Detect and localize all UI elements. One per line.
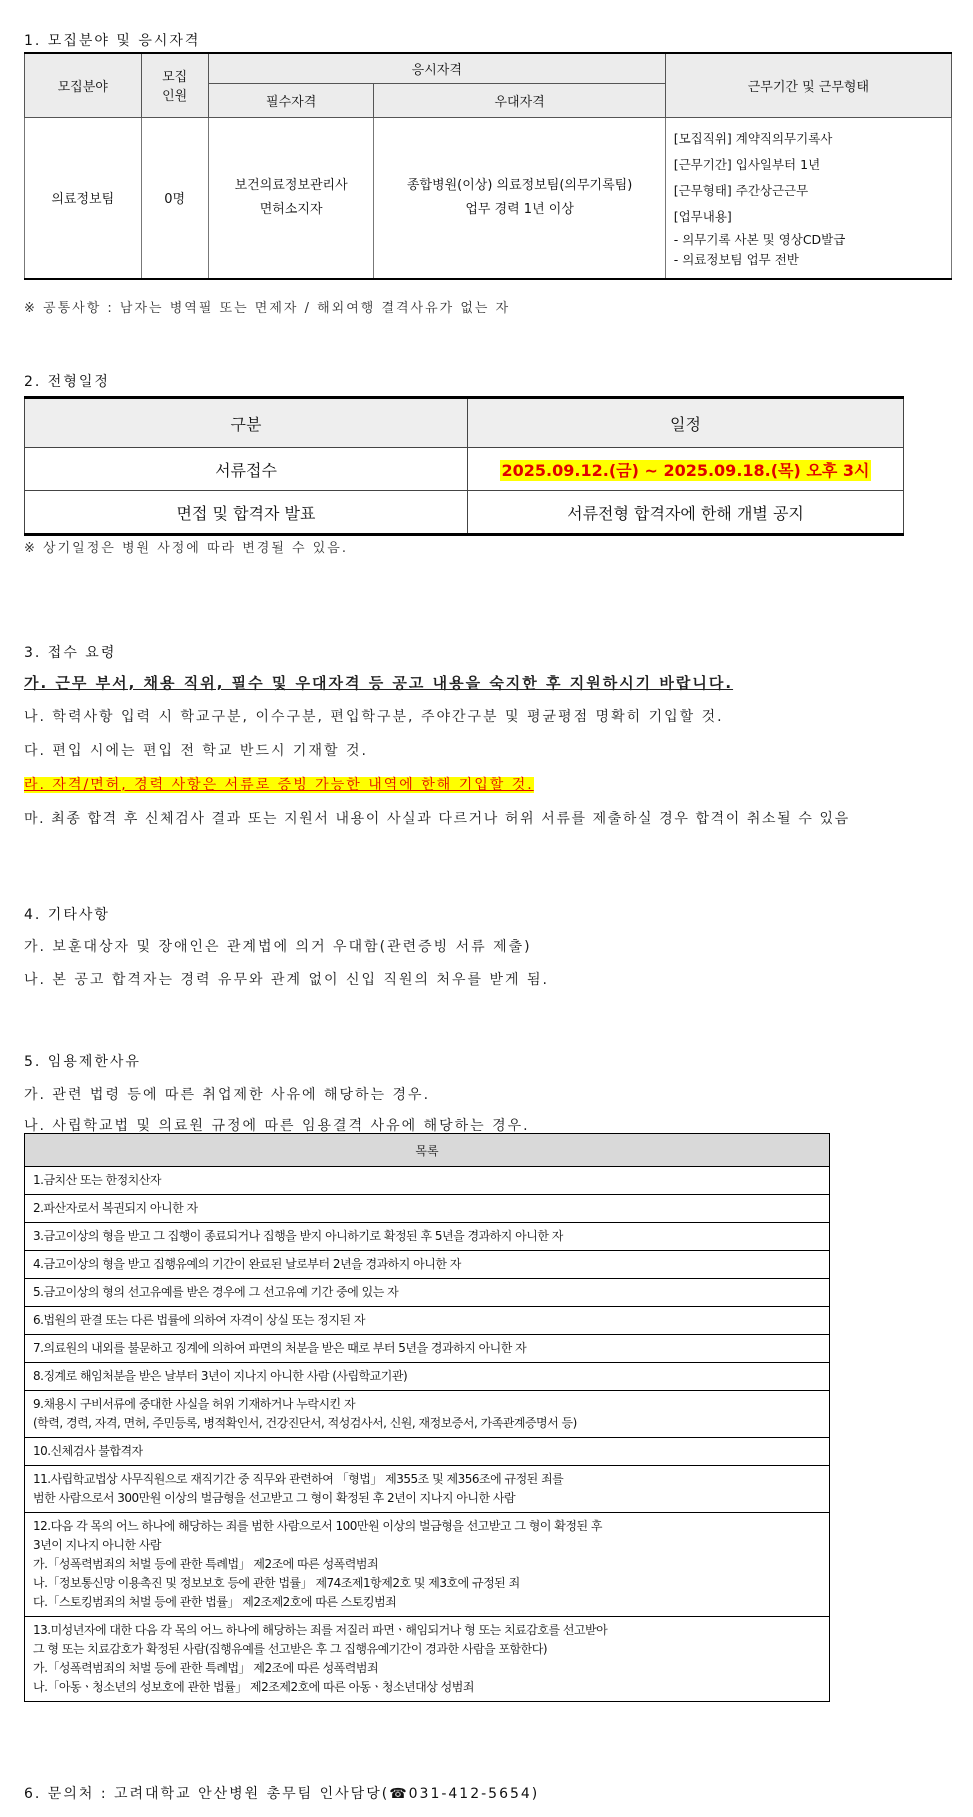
section5-title: 5. 임용제한사유 [24, 1054, 141, 1070]
restriction-item: 가. 관련 법령 등에 따른 취업제한 사유에 해당하는 경우. [24, 1087, 431, 1103]
list-row: 6.법원의 판결 또는 다른 법률에 의하여 자격이 상실 또는 정지된 자 [25, 1307, 830, 1335]
required-line: 면허소지자 [259, 201, 323, 217]
list-row-line: 다.「스토킹범죄의 처벌 등에 관한 법률」 제2조제2호에 따른 스토킹범죄 [33, 1595, 397, 1609]
period-line: [근무기간] 입사일부터 1년 [673, 156, 821, 172]
list-row: 10.신체검사 불합격자 [25, 1438, 830, 1466]
schedule-value: 서류전형 합격자에 한해 개별 공지 [468, 491, 904, 535]
list-row-line: 나.「정보통신망 이용촉진 및 정보보호 등에 관한 법률」 제74조제1항제2호 및 제3호에 규정된 죄 [33, 1576, 520, 1590]
cell-count: 0명 [141, 117, 208, 279]
instruction-item: 가. 근무 부서, 채용 직위, 필수 및 우대자격 등 공고 내용을 숙지한 후 지원하시기 바랍니다. [24, 674, 734, 692]
cell-required [208, 117, 374, 279]
list-row-line: 12.다음 각 목의 어느 하나에 해당하는 죄를 범한 사람으로서 100만원 이상의 벌금형을 선고받고 그 형이 확정된 후 [33, 1519, 602, 1533]
list-row [25, 1466, 830, 1513]
period-line: [업무내용] [673, 208, 732, 224]
required-line: 보건의료정보관리사 [234, 177, 348, 193]
list-row: 2.파산자로서 복권되지 아니한 자 [25, 1195, 830, 1223]
section4-title: 4. 기타사항 [24, 907, 110, 923]
list-row [25, 1391, 830, 1438]
list-row: 3.금고이상의 형을 받고 그 집행이 종료되거나 집행을 받지 아니하기로 확정된 후 5년을 경과하지 아니한 자 [25, 1223, 830, 1251]
restriction-item: 나. 사립학교법 및 의료원 규정에 따른 임용결격 사유에 해당하는 경우. [24, 1118, 530, 1134]
period-line: - 의료정보팀 업무 전반 [673, 251, 799, 267]
list-row-line: 범한 사람으로서 300만원 이상의 벌금형을 선고받고 그 형이 확정된 후 2년이 지나지 아니한 사람 [33, 1491, 516, 1505]
list-header: 목록 [25, 1134, 830, 1167]
schedule-header-category: 구분 [25, 398, 468, 448]
list-row: 7.의료원의 내외를 불문하고 징계에 의하여 파면의 처분을 받은 때로 부터 5년을 경과하지 아니한 자 [25, 1335, 830, 1363]
header-count: 모집 인원 [141, 53, 208, 117]
header-period: 근무기간 및 근무형태 [665, 53, 951, 117]
list-row [25, 1617, 830, 1702]
highlighted-text: 라. 자격/면허, 경력 사항은 서류로 증빙 가능한 내역에 한해 기입할 것. [24, 777, 534, 793]
list-row [25, 1513, 830, 1617]
instruction-item: 다. 편입 시에는 편입 전 학교 반드시 기재할 것. [24, 743, 368, 759]
cell-period [665, 117, 951, 279]
section1-title: 1. 모집분야 및 응시자격 [24, 33, 201, 49]
schedule-header-date: 일정 [468, 398, 904, 448]
recruitment-table [24, 52, 952, 280]
list-row-line: 나.「아동ㆍ청소년의 성보호에 관한 법률」 제2조제2호에 따른 아동ㆍ청소년대상 성범죄 [33, 1680, 474, 1694]
period-line: - 의무기록 사본 및 영상CD발급 [673, 231, 846, 247]
application-period: 2025.09.12.(금) ~ 2025.09.18.(목) 오후 3시 [501, 460, 870, 480]
header-field: 모집분야 [25, 53, 142, 117]
list-row: 5.금고이상의 형의 선고유예를 받은 경우에 그 선고유예 기간 중에 있는 자 [25, 1279, 830, 1307]
preferred-line: 업무 경력 1년 이상 [465, 201, 574, 217]
instruction-item: 마. 최종 합격 후 신체검사 결과 또는 지원서 내용이 사실과 다르거나 허위 서류를 제출하실 경우 합격이 취소될 수 있음 [24, 811, 850, 827]
header-preferred: 우대자격 [374, 83, 665, 117]
list-row-line: 3년이 지나지 아니한 사람 [33, 1538, 161, 1552]
misc-item: 나. 본 공고 합격자는 경력 유무와 관계 없이 신입 직원의 처우를 받게 됨. [24, 972, 549, 988]
preferred-line: 종합병원(이상) 의료정보팀(의무기록팀) [406, 177, 633, 193]
section1-note: ※ 공통사항 : 남자는 병역필 또는 면제자 / 해외여행 결격사유가 없는 자 [24, 301, 511, 316]
instruction-item-highlight [24, 774, 534, 794]
period-line: [근무형태] 주간상근근무 [673, 182, 809, 198]
list-row: 8.징계로 해임처분을 받은 날부터 3년이 지나지 아니한 사람 (사립학교기관) [25, 1363, 830, 1391]
schedule-label: 서류접수 [25, 448, 468, 491]
list-row-line: 9.채용시 구비서류에 중대한 사실을 허위 기재하거나 누락시킨 자 [33, 1397, 356, 1411]
disqualification-list-table [24, 1133, 830, 1702]
period-line: [모집직위] 계약직의무기록사 [673, 130, 833, 146]
section2-note: ※ 상기일정은 병원 사정에 따라 변경될 수 있음. [24, 541, 348, 556]
list-row-line: 가.「성폭력범죄의 처벌 등에 관한 특례법」 제2조에 따른 성폭력범죄 [33, 1557, 379, 1571]
schedule-table [24, 396, 904, 536]
cell-field: 의료정보팀 [25, 117, 142, 279]
list-row-line: (학력, 경력, 자격, 면허, 주민등록, 병적확인서, 건강진단서, 적성검사서, 신원, 재정보증서, 가족관계증명서 등) [33, 1416, 577, 1430]
list-row-line: 그 형 또는 치료감호가 확정된 사람(집행유예를 선고받은 후 그 집행유예기간이 경과한 사람을 포함한다) [33, 1642, 548, 1656]
list-row-line: 11.사립학교법상 사무직원으로 재직기간 중 직무와 관련하여 「형법」 제355조 및 제356조에 규정된 죄를 [33, 1472, 564, 1486]
list-row: 1.금치산 또는 한정치산자 [25, 1167, 830, 1195]
section2-title: 2. 전형일정 [24, 374, 110, 390]
misc-item: 가. 보훈대상자 및 장애인은 관계법에 의거 우대함(관련증빙 서류 제출) [24, 939, 532, 955]
header-required: 필수자격 [208, 83, 374, 117]
list-row-line: 13.미성년자에 대한 다음 각 목의 어느 하나에 해당하는 죄를 저질러 파면ㆍ해임되거나 형 또는 치료감호를 선고받아 [33, 1623, 608, 1637]
list-row-line: 가.「성폭력범죄의 처벌 등에 관한 특례법」 제2조에 따른 성폭력범죄 [33, 1661, 379, 1675]
instruction-item: 나. 학력사항 입력 시 학교구분, 이수구분, 편입학구분, 주야간구분 및 평균평점 명확히 기입할 것. [24, 709, 724, 725]
header-qualification: 응시자격 [208, 53, 665, 83]
cell-preferred [374, 117, 665, 279]
contact-info: 6. 문의처 : 고려대학교 안산병원 총무팀 인사담당(☎031-412-5654) [24, 1786, 540, 1802]
section3-title: 3. 접수 요령 [24, 645, 117, 661]
schedule-value-highlight [468, 448, 904, 491]
schedule-label: 면접 및 합격자 발표 [25, 491, 468, 535]
list-row: 4.금고이상의 형을 받고 집행유예의 기간이 완료된 날로부터 2년을 경과하지 아니한 자 [25, 1251, 830, 1279]
